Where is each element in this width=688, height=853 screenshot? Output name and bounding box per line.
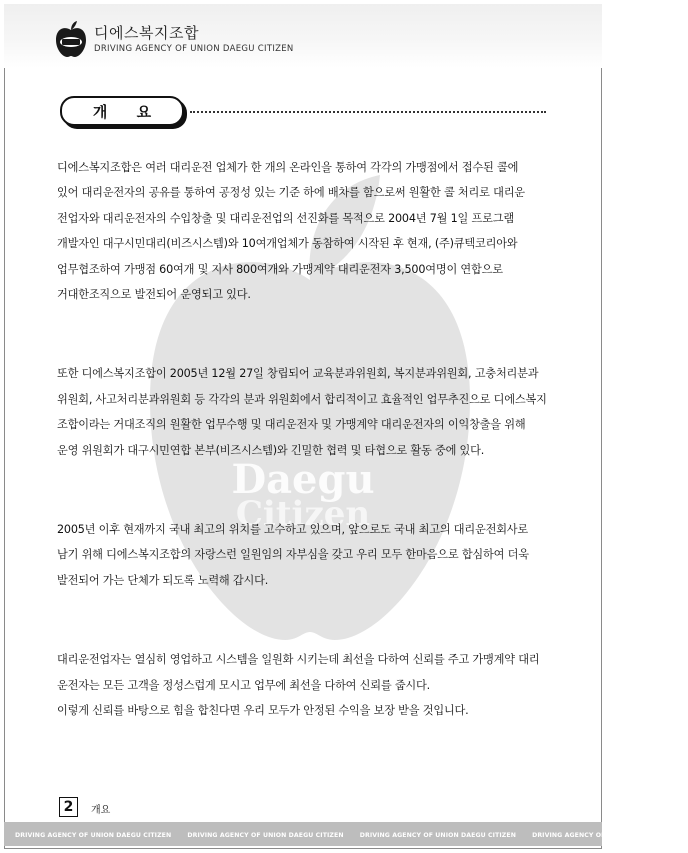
page-label: 개요 bbox=[91, 805, 111, 816]
text-line: 디에스복지조합은 여러 대리운전 업체가 한 개의 온라인을 통하여 각각의 가맹점에서 접수된 콜에 bbox=[57, 161, 519, 174]
page-number: 2 bbox=[59, 797, 78, 817]
text-line: 남기 위해 디에스복지조합의 자랑스런 일원임의 자부심을 갖고 우리 모두 한마음으로 합심하여 더욱 bbox=[57, 548, 529, 562]
text-line: 있어 대리운전자의 공유를 통하여 공정성 있는 기준 하에 배차를 함으로써 원활한 콜 처리로 대리운 bbox=[57, 186, 525, 200]
paragraph-4 bbox=[57, 647, 552, 723]
text-line: 대리운전업자는 열심히 영업하고 시스템을 일원화 시키는데 최선을 다하여 신뢰를 주고 가맹계약 대리 bbox=[57, 653, 540, 667]
paragraph-2 bbox=[57, 361, 552, 463]
section-title: 개 요 bbox=[92, 102, 164, 121]
dotted-divider bbox=[190, 111, 546, 113]
text-line: 운전자는 모든 고객을 정성스럽게 모시고 업무에 최선을 다하여 신뢰를 줍시다. bbox=[57, 678, 430, 692]
text-line: 발전되어 가는 단체가 되도록 노력해 갑시다. bbox=[57, 573, 269, 587]
text-line: 또한 디에스복지조합이 2005년 12월 27일 창립되어 교육분과위원회, 복지분과위원회, 고충처리분과 bbox=[57, 367, 539, 381]
watermark-text-citizen: Citizen bbox=[235, 494, 371, 534]
text-line: 운영 위원회가 대구시민연합 본부(비즈시스템)와 긴밀한 협력 및 타협으로 활동 중에 있다. bbox=[57, 443, 485, 457]
apple-logo-icon bbox=[54, 20, 88, 58]
watermark-text-daegu: Daegu bbox=[231, 456, 375, 503]
text-line: 위원회, 사고처리분과위원회 등 각각의 분과 위원회에서 합리적이고 효율적인 업무추진으로 디에스복지 bbox=[57, 392, 547, 406]
text-line: 전업자와 대리운전자의 수입창출 및 대리운전업의 선진화를 목적으로 2004년 7월 1일 프로그램 bbox=[57, 211, 514, 225]
footer-band-text: DRIVING AGENCY OF UNION DAEGU CITIZEN bbox=[359, 832, 516, 839]
paragraph-1 bbox=[57, 155, 552, 307]
text-line: 이렇게 신뢰를 바탕으로 힘을 합친다면 우리 모두가 안정된 수익을 보장 받을 것입니다. bbox=[57, 704, 469, 718]
footer-band-text: DRIVING AGENCY OF UNION DAEGU CITIZEN bbox=[187, 832, 344, 839]
section-heading bbox=[60, 96, 184, 126]
paragraph-3 bbox=[57, 517, 552, 593]
footer-band-text: DRIVING AGENCY OF UNION DAEGU CITIZEN bbox=[15, 832, 172, 839]
text-line: 조합이라는 거대조직의 원활한 업무수행 및 대리운전자 및 가맹계약 대리운전자의 이익창출을 위해 bbox=[57, 418, 526, 432]
footer-band-text: DRIVING AGENCY OF UNION DAEGU CITIZEN bbox=[532, 832, 688, 839]
footer-band bbox=[4, 822, 688, 846]
org-subtitle: DRIVING AGENCY OF UNION DAEGU CITIZEN bbox=[94, 44, 294, 54]
content-body bbox=[57, 155, 552, 778]
text-line: 거대한조직으로 발전되어 운영되고 있다. bbox=[57, 288, 251, 302]
text-line: 개발자인 대구시민대리(비즈시스템)와 10여개업체가 동참하여 시작된 후 현재, (주)큐텍코리아와 bbox=[57, 237, 518, 251]
text-line: 2005년 이후 현재까지 국내 최고의 위치를 고수하고 있으며, 앞으로도 국내 최고의 대리운전회사로 bbox=[57, 523, 529, 537]
org-name: 디에스복지조합 bbox=[94, 24, 199, 42]
text-line: 업무협조하여 가맹점 60여개 및 지사 800여개와 가맹계약 대리운전자 3,500여명이 연합으로 bbox=[57, 262, 503, 276]
